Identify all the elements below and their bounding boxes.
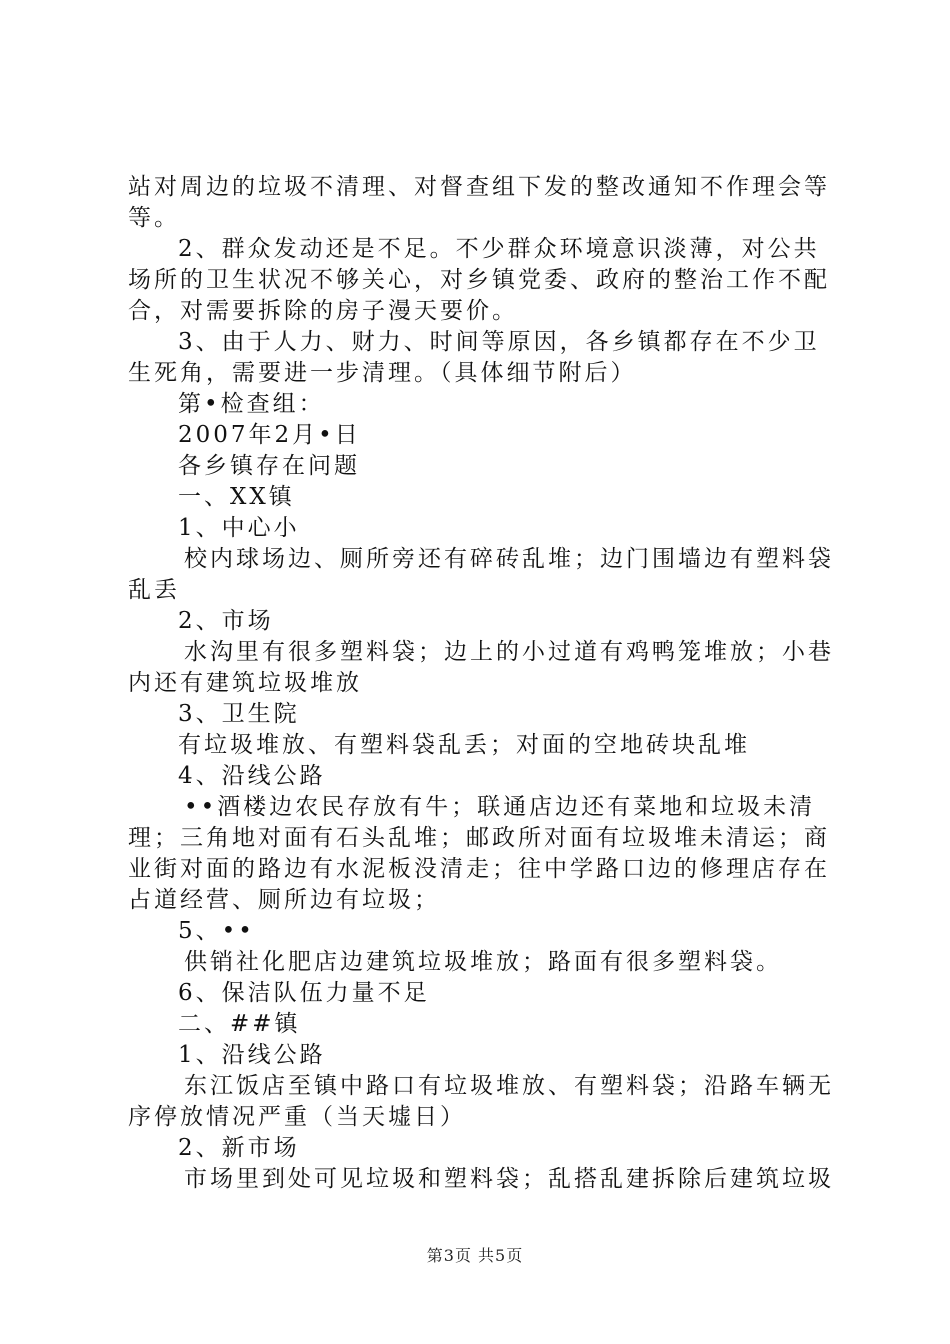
document-body <box>128 172 838 1195</box>
subheading: 2、市场 <box>178 608 274 634</box>
paragraph-item-3: 3、由于人力、财力、时间等原因，各乡镇都存在不少卫生死角，需要进一步清理。（具体细节附后） <box>128 329 820 386</box>
paragraph-continuation: 站对周边的垃圾不清理、对督查组下发的整改通知不作理会等等。 <box>128 174 830 231</box>
detail-text: 供销社化肥店边建筑垃圾堆放；路面有很多塑料袋。 <box>184 949 782 975</box>
town-heading-1: 一、XX镇 <box>178 484 295 510</box>
detail-text: ••酒楼边农民存放有牛；联通店边还有菜地和垃圾未清理；三角地对面有石头乱堆；邮政所对面有垃圾堆未清运；商业街对面的路边有水泥板没清走；往中学路口边的修理店存在占道经营、厕所边有垃圾； <box>128 794 830 913</box>
detail-text: 市场里到处可见垃圾和塑料袋；乱搭乱建拆除后建筑垃圾 <box>184 1166 834 1192</box>
detail-text: 东江饭店至镇中路口有垃圾堆放、有塑料袋；沿路车辆无序停放情况严重（当天墟日） <box>128 1073 834 1130</box>
detail-text: 校内球场边、厕所旁还有碎砖乱堆；边门围墙边有塑料袋乱丢 <box>128 546 834 603</box>
town-heading-2: 二、##镇 <box>178 1011 301 1037</box>
paragraph-item-2: 2、群众发动还是不足。不少群众环境意识淡薄，对公共场所的卫生状况不够关心，对乡镇党委、政府的整治工作不配合，对需要拆除的房子漫天要价。 <box>128 236 830 324</box>
detail-text: 有垃圾堆放、有塑料袋乱丢；对面的空地砖块乱堆 <box>178 732 750 758</box>
subheading: 1、中心小 <box>178 515 300 541</box>
subheading: 4、沿线公路 <box>178 763 326 789</box>
signature-group: 第•检查组： <box>178 391 325 417</box>
subheading: 2、新市场 <box>178 1135 300 1161</box>
subheading: 6、保洁队伍力量不足 <box>178 980 430 1006</box>
subheading: 1、沿线公路 <box>178 1042 326 1068</box>
section-title: 各乡镇存在问题 <box>178 453 360 479</box>
subheading: 3、卫生院 <box>178 701 300 727</box>
page-footer: 第3页 共5页 <box>426 1246 524 1265</box>
detail-text: 水沟里有很多塑料袋；边上的小过道有鸡鸭笼堆放；小巷内还有建筑垃圾堆放 <box>128 639 834 696</box>
signature-date: 2007年2月•日 <box>178 422 361 448</box>
subheading: 5、•• <box>178 918 255 944</box>
